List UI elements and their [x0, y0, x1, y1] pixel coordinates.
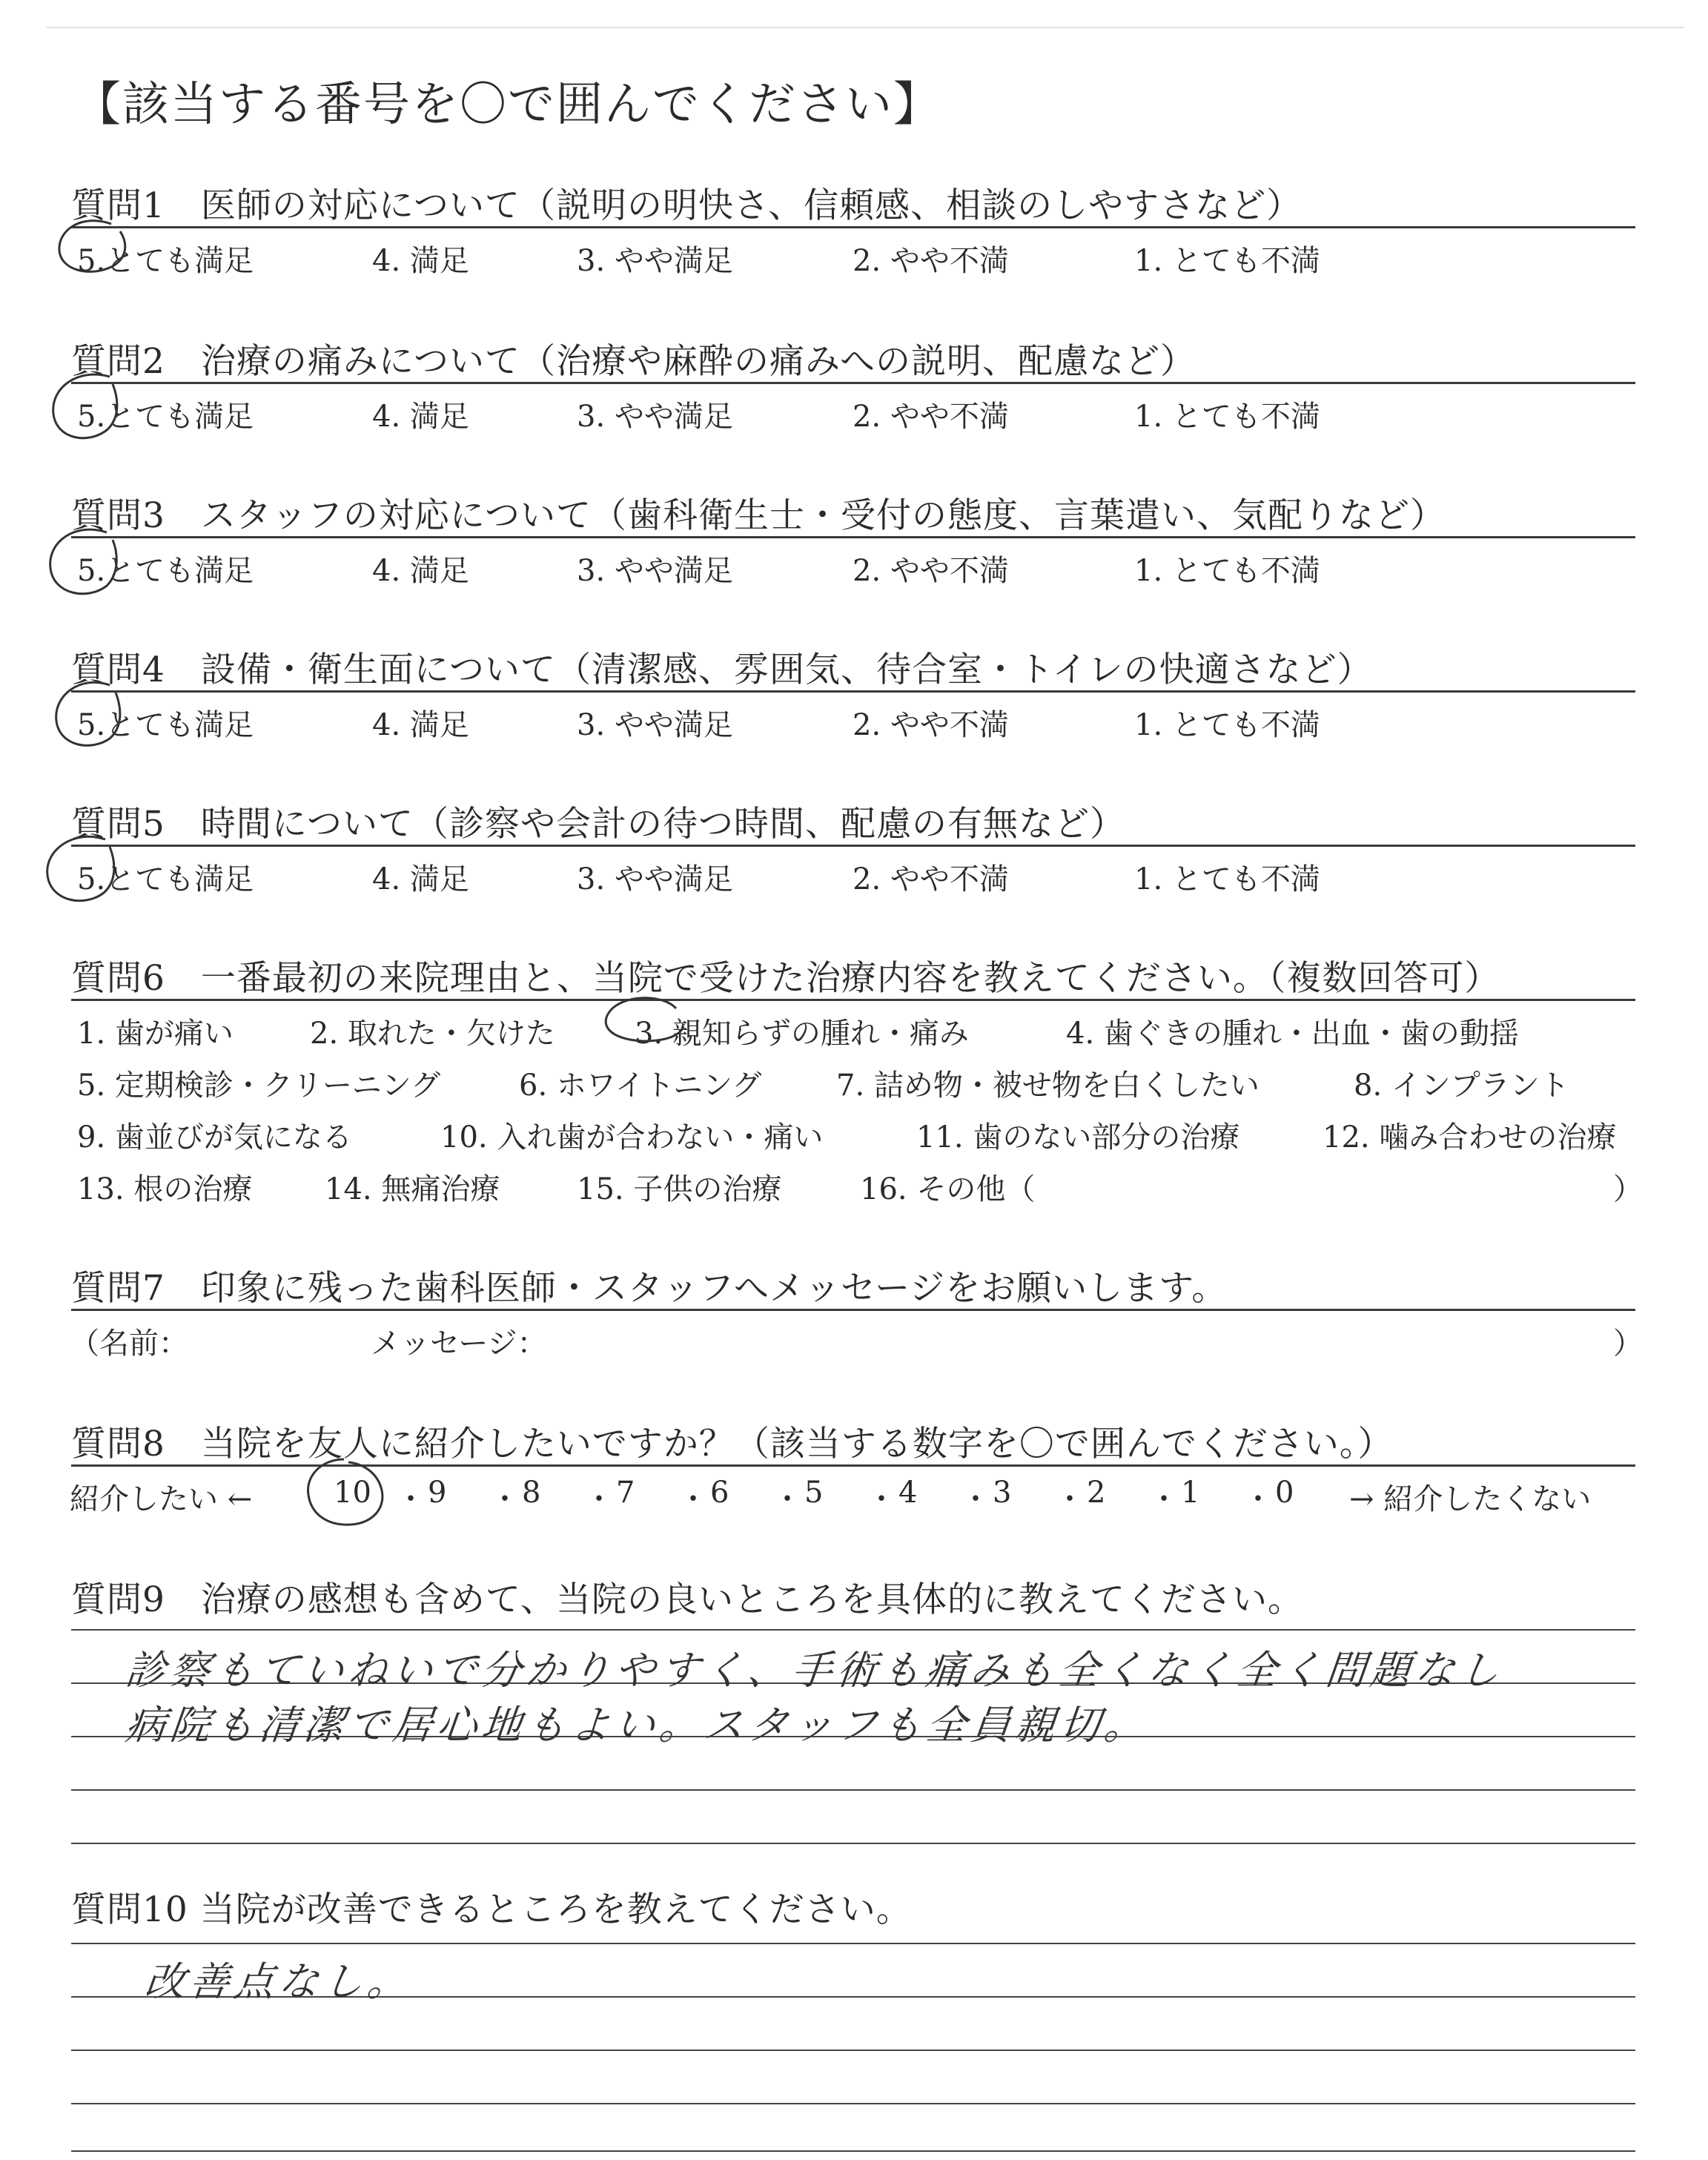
question-6-rule	[71, 999, 1635, 1001]
q10-line-4	[71, 2103, 1635, 2104]
q8-scale-separator: ・	[1149, 1482, 1179, 1516]
q6-option-11[interactable]: 11. 歯のない部分の治療	[916, 1120, 1240, 1155]
q8-scale-separator: ・	[1055, 1482, 1085, 1516]
q1-option-2[interactable]: 2. やや不満	[853, 244, 1009, 278]
q6-option-6[interactable]: 6. ホワイトニング	[519, 1069, 762, 1103]
question-5-rule	[71, 845, 1635, 847]
q6-option-12[interactable]: 12. 噛み合わせの治療	[1323, 1120, 1617, 1155]
q1-option-1[interactable]: 1. とても不満	[1134, 244, 1320, 278]
q8-selection-circle	[299, 1455, 403, 1536]
q9-line-1	[71, 1629, 1635, 1631]
q3-option-4[interactable]: 4. 満足	[372, 554, 469, 588]
q6-option-14[interactable]: 14. 無痛治療	[325, 1172, 500, 1206]
question-2-title: 質問2 治療の痛みについて（治療や麻酔の痛みへの説明、配慮など）	[71, 341, 1196, 382]
q6-option-9[interactable]: 9. 歯並びが気になる	[77, 1120, 352, 1155]
q6-other-close-paren: ）	[1613, 1172, 1643, 1206]
q8-scale-separator: ・	[584, 1482, 614, 1516]
q5-option-4[interactable]: 4. 満足	[372, 862, 469, 896]
q4-option-3[interactable]: 3. やや満足	[577, 708, 733, 742]
q6-option-13[interactable]: 13. 根の治療	[77, 1172, 253, 1206]
q8-scale-separator: ・	[961, 1482, 990, 1516]
q4-selection-circle	[46, 678, 135, 759]
top-border	[46, 27, 1684, 28]
question-9-title: 質問9 治療の感想も含めて、当院の良いところを具体的に教えてください。	[71, 1579, 1303, 1620]
q1-option-5[interactable]: 5.とても満足	[77, 244, 254, 278]
page-title: 【該当する番号を〇で囲んでください】	[74, 77, 941, 131]
q5-selection-circle	[39, 832, 128, 914]
q1-option-4[interactable]: 4. 満足	[372, 244, 469, 278]
q10-answer-line-1: 改善点なし。	[142, 1958, 414, 2005]
q9-line-4	[71, 1789, 1635, 1791]
q10-line-1	[71, 1943, 1635, 1944]
q10-line-5	[71, 2150, 1635, 2152]
q6-option-3[interactable]: 3. 親知らずの腫れ・痛み	[635, 1017, 969, 1051]
q8-scale-separator: ・	[867, 1482, 896, 1516]
q9-answer-line-1: 診察もていねいで分かりやすく、手術も痛みも全くなく全く問題なし	[123, 1647, 1506, 1694]
q2-option-3[interactable]: 3. やや満足	[577, 400, 733, 434]
q10-line-3	[71, 2050, 1635, 2051]
q9-answer-line-2: 病院も清潔で居心地もよい。スタッフも全員親切。	[123, 1702, 1151, 1748]
q8-scale-value[interactable]: 1	[1181, 1476, 1200, 1510]
question-3-title: 質問3 スタッフの対応について（歯科衛生士・受付の態度、言葉遣い、気配りなど）	[71, 495, 1446, 536]
q3-option-3[interactable]: 3. やや満足	[577, 554, 733, 588]
q8-right-label: → 紹介したくない	[1349, 1482, 1592, 1516]
q8-scale-separator: ・	[1243, 1482, 1273, 1516]
q6-option-2[interactable]: 2. 取れた・欠けた	[310, 1017, 555, 1051]
question-7-title: 質問7 印象に残った歯科医師・スタッフへメッセージをお願いします。	[71, 1268, 1228, 1309]
question-3-rule	[71, 536, 1635, 538]
question-5-title: 質問5 時間について（診察や会計の待つ時間、配慮の有無など）	[71, 804, 1125, 845]
q4-option-1[interactable]: 1. とても不満	[1134, 708, 1320, 742]
q1-option-3[interactable]: 3. やや満足	[577, 244, 733, 278]
q8-scale-value[interactable]: 5	[804, 1476, 824, 1510]
question-7-rule	[71, 1309, 1635, 1311]
q3-option-5[interactable]: 5.とても満足	[77, 554, 254, 588]
q3-option-1[interactable]: 1. とても不満	[1134, 554, 1320, 588]
q2-option-2[interactable]: 2. やや不満	[853, 400, 1009, 434]
question-1-rule	[71, 226, 1635, 228]
q4-option-2[interactable]: 2. やや不満	[853, 708, 1009, 742]
q7-close-paren: ）	[1613, 1327, 1643, 1361]
q8-scale-value[interactable]: 3	[993, 1476, 1012, 1510]
q8-scale-separator: ・	[678, 1482, 708, 1516]
q6-option-4[interactable]: 4. 歯ぐきの腫れ・出血・歯の動揺	[1066, 1017, 1519, 1051]
q6-option-16[interactable]: 16. その他（	[860, 1172, 1036, 1206]
q8-scale-value[interactable]: 0	[1275, 1476, 1294, 1510]
q8-scale-separator: ・	[396, 1482, 426, 1516]
question-2-rule	[71, 382, 1635, 384]
q7-message-label: メッセージ：	[371, 1327, 547, 1361]
q5-option-5[interactable]: 5.とても満足	[77, 862, 254, 896]
q6-option-8[interactable]: 8. インプラント	[1354, 1069, 1569, 1103]
q4-option-4[interactable]: 4. 満足	[372, 708, 469, 742]
q6-option-15[interactable]: 15. 子供の治療	[577, 1172, 782, 1206]
q7-name-label: （名前：	[70, 1327, 188, 1361]
q8-scale-value[interactable]: 9	[428, 1476, 447, 1510]
q8-scale-value[interactable]: 6	[710, 1476, 729, 1510]
q8-scale-value[interactable]: 4	[898, 1476, 918, 1510]
q5-option-2[interactable]: 2. やや不満	[853, 862, 1009, 896]
q1-selection-circle	[52, 215, 133, 282]
q8-scale-separator: ・	[772, 1482, 802, 1516]
q6-option-10[interactable]: 10. 入れ歯が合わない・痛い	[440, 1120, 824, 1155]
q6-option-1[interactable]: 1. 歯が痛い	[77, 1017, 234, 1051]
q6-option-5[interactable]: 5. 定期検診・クリーニング	[77, 1069, 441, 1103]
q6-option-7[interactable]: 7. 詰め物・被せ物を白くしたい	[836, 1069, 1260, 1103]
q8-scale-value[interactable]: 7	[616, 1476, 635, 1510]
q3-selection-circle	[42, 525, 130, 607]
q6-selection-circle	[599, 994, 695, 1053]
question-4-rule	[71, 690, 1635, 693]
q8-left-label: 紹介したい ←	[70, 1482, 253, 1516]
question-4-title: 質問4 設備・衛生面について（清潔感、雰囲気、待合室・トイレの快適さなど）	[71, 650, 1373, 690]
q2-option-4[interactable]: 4. 満足	[372, 400, 469, 434]
q9-line-5	[71, 1843, 1635, 1844]
q5-option-1[interactable]: 1. とても不満	[1134, 862, 1320, 896]
question-8-title: 質問8 当院を友人に紹介したいですか？（該当する数字を〇で囲んでください。）	[71, 1424, 1394, 1464]
q3-option-2[interactable]: 2. やや不満	[853, 554, 1009, 588]
q8-scale-separator: ・	[490, 1482, 520, 1516]
q2-option-1[interactable]: 1. とても不満	[1134, 400, 1320, 434]
q8-scale-value[interactable]: 2	[1087, 1476, 1106, 1510]
q8-scale-value[interactable]: 8	[522, 1476, 541, 1510]
q2-selection-circle	[43, 371, 132, 452]
q2-option-5[interactable]: 5.とても満足	[77, 400, 254, 434]
q8-scale-value[interactable]: 10	[334, 1476, 371, 1510]
question-6-title: 質問6 一番最初の来院理由と、当院で受けた治療内容を教えてください。（複数回答可）	[71, 958, 1500, 999]
question-10-title: 質問10 当院が改善できるところを教えてください。	[71, 1889, 912, 1930]
question-1-title: 質問1 医師の対応について（説明の明快さ、信頼感、相談のしやすさなど）	[71, 185, 1302, 226]
q4-option-5[interactable]: 5.とても満足	[77, 708, 254, 742]
q5-option-3[interactable]: 3. やや満足	[577, 862, 733, 896]
